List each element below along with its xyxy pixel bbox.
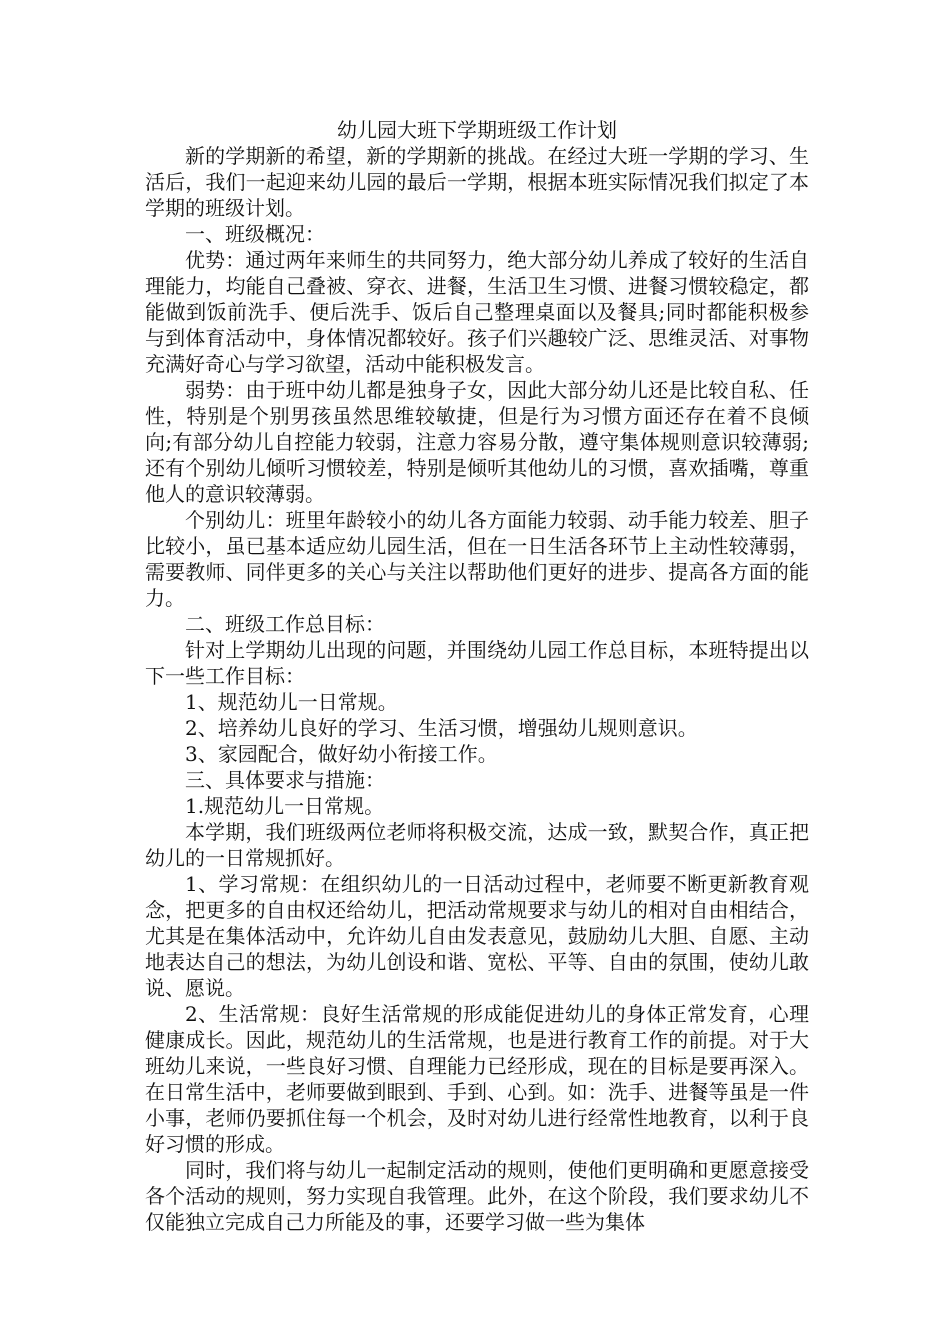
goals-intro-paragraph: 针对上学期幼儿出现的问题，并围绕幼儿园工作总目标，本班特提出以下一些工作目标： <box>145 638 809 688</box>
goal-item-1: 1、规范幼儿一日常规。 <box>185 690 398 714</box>
section-heading-requirements: 三、具体要求与措施： <box>185 768 385 792</box>
strengths-paragraph: 优势：通过两年来师生的共同努力，绝大部分幼儿养成了较好的生活自理能力，均能自己叠被、穿衣、进餐，生活卫生习惯、进餐习惯较稳定，都能做到饭前洗手、便后洗手、饭后自己整理桌面以及餐具;同时都能积极参与到体育活动中，身体情况都较好。孩子们兴趣较广泛、思维灵活、对事物充满好奇心与学习欲望，活动中能积极发言。 <box>145 248 809 376</box>
document-title: 幼儿园大班下学期班级工作计划 <box>337 118 617 142</box>
section-heading-overall-goals: 二、班级工作总目标： <box>185 612 385 636</box>
learning-routine-paragraph: 1、学习常规：在组织幼儿的一日活动过程中，老师要不断更新教育观念，把更多的自由权还给幼儿，把活动常规要求与幼儿的相对自由相结合，尤其是在集体活动中，允许幼儿自由发表意见，鼓励幼儿大胆、自愿、主动地表达自己的想法，为幼儿创设和谐、宽松、平等、自由的氛围，使幼儿敢说、愿说。 <box>145 872 809 1000</box>
section-heading-class-overview: 一、班级概况： <box>185 222 325 246</box>
individual-children-paragraph: 个别幼儿：班里年龄较小的幼儿各方面能力较弱、动手能力较差、胆子比较小，虽已基本适应幼儿园生活，但在一日生活各环节上主动性较薄弱，需要教师、同伴更多的关心与关注以帮助他们更好的进步、提高各方面的能力。 <box>145 508 809 610</box>
life-routine-paragraph: 2、生活常规：良好生活常规的形成能促进幼儿的身体正常发育，心理健康成长。因此，规范幼儿的生活常规，也是进行教育工作的前提。对于大班幼儿来说，一些良好习惯、自理能力已经形成，现在的目标是要再深入。在日常生活中，老师要做到眼到、手到、心到。如：洗手、进餐等虽是一件小事，老师仍要抓住每一个机会，及时对幼儿进行经常性地教育，以利于良好习惯的形成。 <box>145 1002 809 1156</box>
goal-item-3: 3、家园配合，做好幼小衔接工作。 <box>185 742 498 766</box>
subsection-heading-daily-routine: 1.规范幼儿一日常规。 <box>185 794 385 818</box>
goal-item-2: 2、培养幼儿良好的学习、生活习惯，增强幼儿规则意识。 <box>185 716 698 740</box>
intro-paragraph: 新的学期新的希望，新的学期新的挑战。在经过大班一学期的学习、生活后，我们一起迎来幼儿园的最后一学期，根据本班实际情况我们拟定了本学期的班级计划。 <box>145 144 809 220</box>
semester-cooperation-paragraph: 本学期，我们班级两位老师将积极交流，达成一致，默契合作，真正把幼儿的一日常规抓好。 <box>145 820 809 870</box>
weaknesses-paragraph: 弱势：由于班中幼儿都是独身子女，因此大部分幼儿还是比较自私、任性，特别是个别男孩虽然思维较敏捷，但是行为习惯方面还存在着不良倾向;有部分幼儿自控能力较弱，注意力容易分散，遵守集体规则意识较薄弱;还有个别幼儿倾听习惯较差，特别是倾听其他幼儿的习惯，喜欢插嘴，尊重他人的意识较薄弱。 <box>145 378 809 506</box>
rules-paragraph: 同时，我们将与幼儿一起制定活动的规则，使他们更明确和更愿意接受各个活动的规则，努力实现自我管理。此外，在这个阶段，我们要求幼儿不仅能独立完成自己力所能及的事，还要学习做一些为集体 <box>145 1158 809 1234</box>
document-body <box>145 117 809 1235</box>
